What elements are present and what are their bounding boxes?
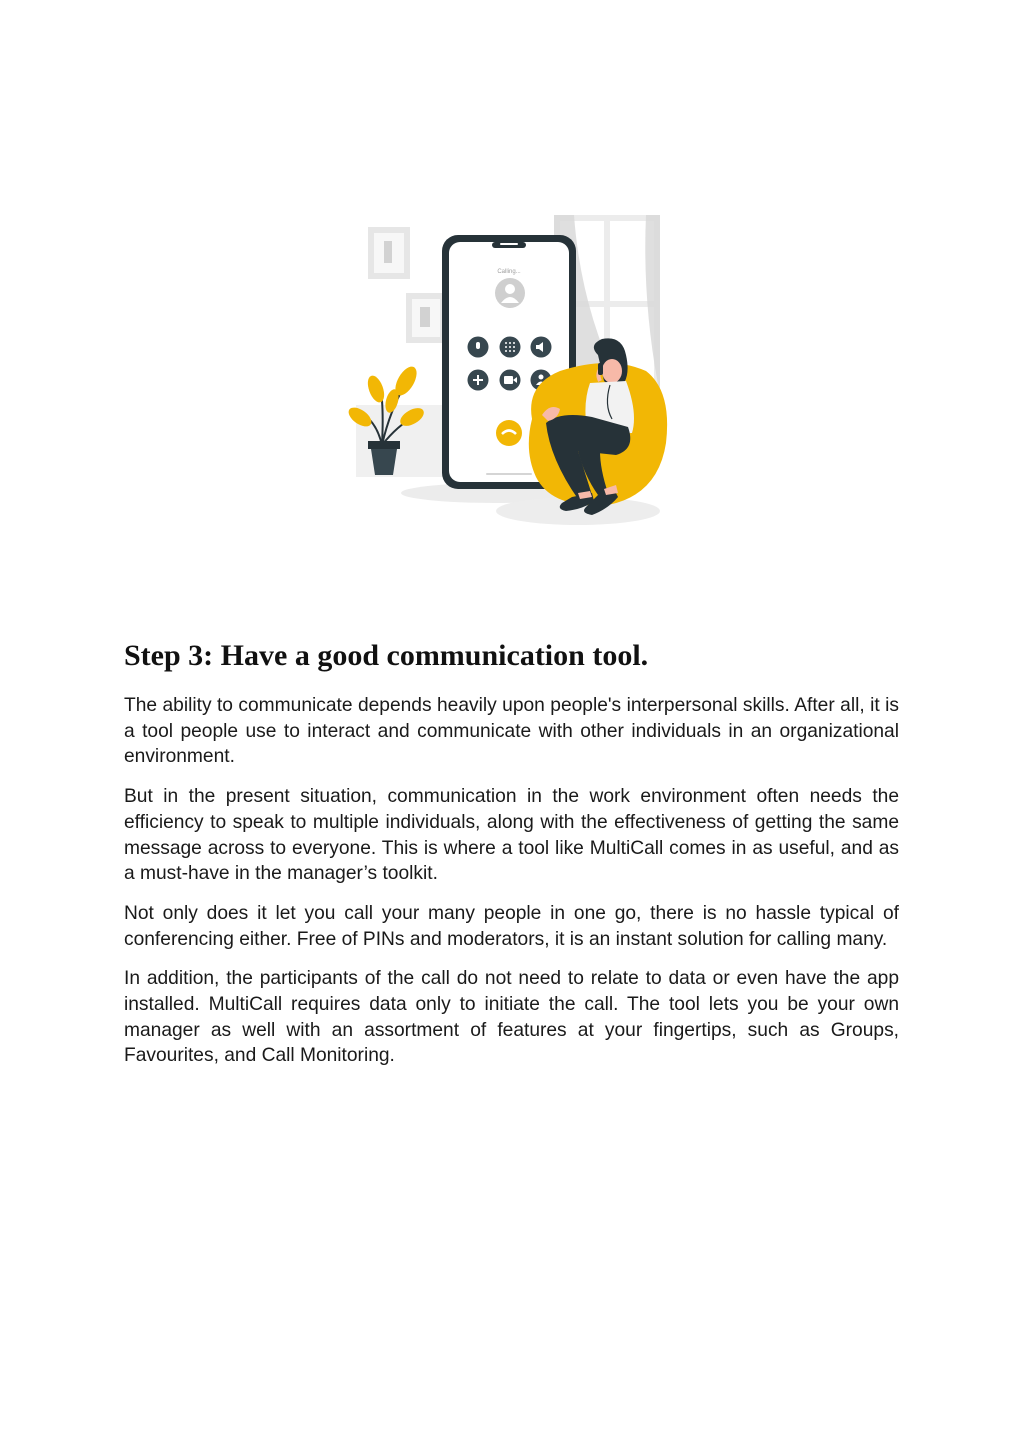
paragraph: Not only does it let you call your many people in one go, there is no hassle typical of conferencing either. Free of PINs and moderators, it is an instant solution for calling many. <box>124 902 899 950</box>
paragraph: The ability to communicate depends heavily upon people's interpersonal skills. After all, it is a tool people use to interact and communicate with other individuals in an organizational environment. <box>124 695 899 768</box>
handheld-phone <box>598 363 603 375</box>
wall-frame-top <box>368 227 410 279</box>
call-status-text: Calling... <box>497 269 521 275</box>
article-content <box>124 636 899 1083</box>
paragraph: In addition, the participants of the call do not need to relate to data or even have the app installed. MultiCall requires data only to initiate the call. The tool lets you be your own manager as well with an assortment of features at your fingertips, such as Groups, Favourites, and Call Monitoring. <box>124 968 899 1067</box>
woman-face <box>602 359 622 383</box>
phone-call-illustration <box>346 205 672 535</box>
section-heading: Step 3: Have a good communication tool. <box>124 639 649 672</box>
illustration-graphic <box>346 205 672 535</box>
end-call-icon <box>496 420 522 446</box>
paragraph: But in the present situation, communication in the work environment often needs the efficiency to speak to multiple individuals, along with the effectiveness of getting the same message across to everyone. This is where a tool like MultiCall comes in as useful, and as a must-have in the manager’s toolkit. <box>124 786 899 885</box>
wall-frame-bottom <box>406 293 446 343</box>
plant-leaf <box>365 373 388 404</box>
home-indicator <box>486 473 532 475</box>
